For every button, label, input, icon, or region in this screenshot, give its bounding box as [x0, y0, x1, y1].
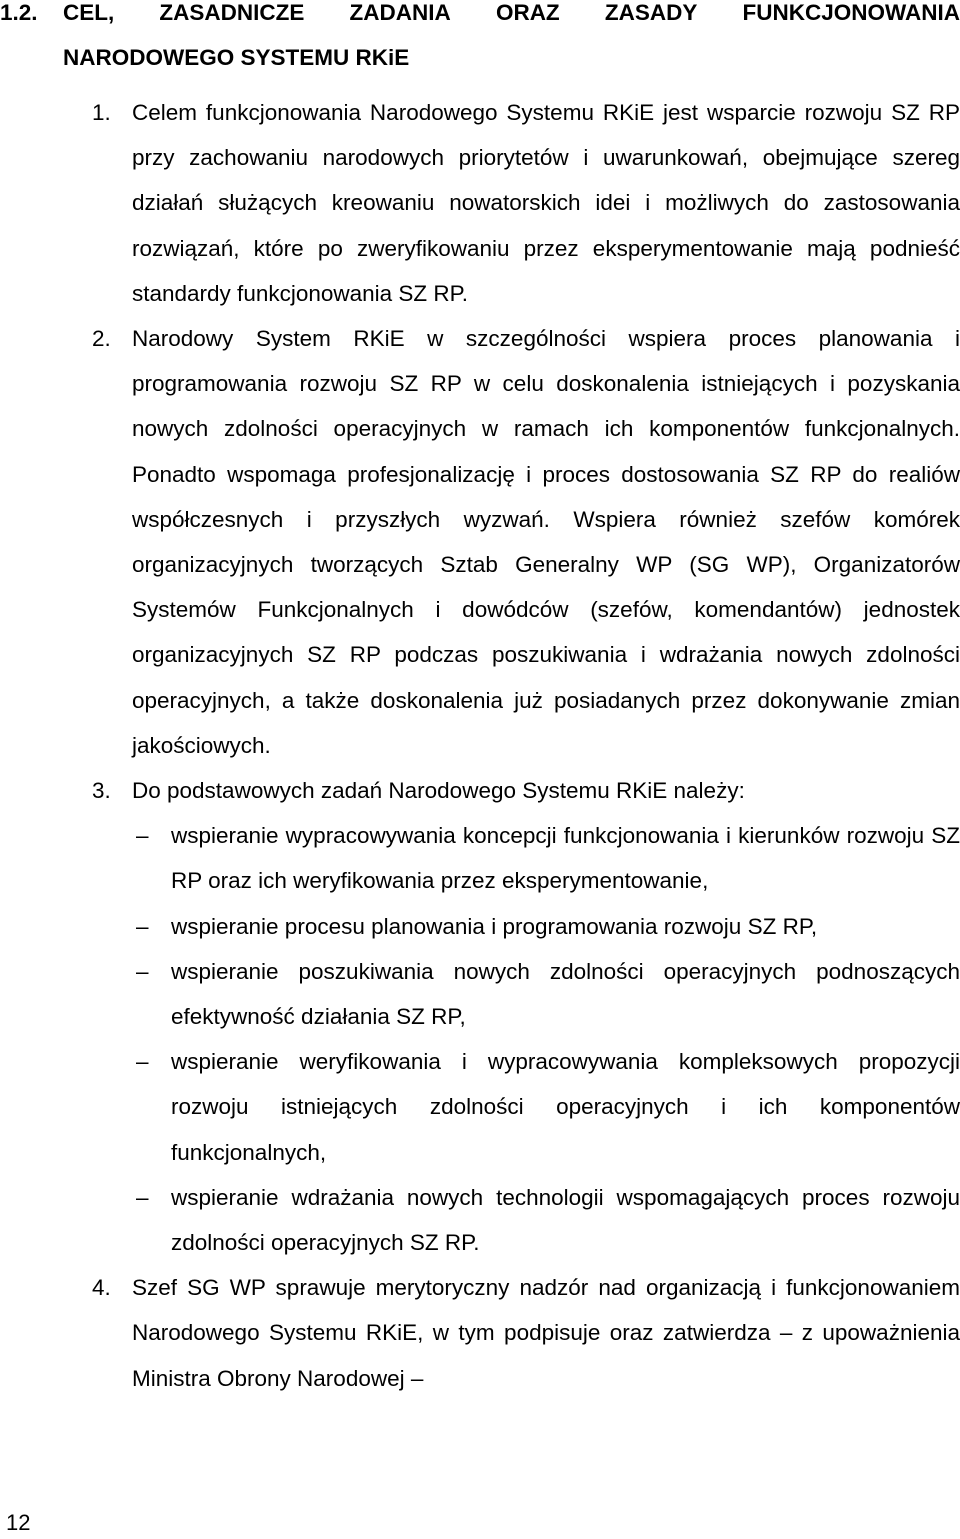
section-title-word: ZASADY [604, 0, 698, 25]
numbered-item-4 [0, 1265, 960, 1401]
section-title-word: ZASADNICZE [159, 0, 305, 25]
item-marker: 2. [92, 326, 111, 352]
section-heading [0, 0, 960, 80]
section-heading-line-1 [0, 0, 960, 35]
section-title-word: ORAZ [495, 0, 560, 25]
dash-list-item [132, 904, 960, 949]
section-title-word: FUNKCJONOWANIA [742, 0, 960, 25]
dash-list-text: wspieranie procesu planowania i programowania rozwoju SZ RP, [171, 913, 818, 939]
dash-bullet: – [136, 1184, 149, 1210]
item-text: Celem funkcjonowania Narodowego Systemu RKiE jest wsparcie rozwoju SZ RP przy zachowaniu narodowych priorytetów i uwarunkowań, obejmujące szereg działań służących kreowaniu nowatorskich idei i możliwych do zastosowania rozwiązań, które po zweryfikowaniu przez eksperymentowanie mają podnieść standardy funkcjonowania SZ RP. [132, 100, 960, 306]
item-text: Do podstawowych zadań Narodowego Systemu RKiE należy: [132, 778, 745, 804]
section-title-word: CEL, [63, 0, 115, 25]
document-body [0, 90, 960, 1401]
section-title-line-2: NARODOWEGO SYSTEMU RKiE [63, 45, 410, 70]
dash-bullet: – [136, 958, 149, 984]
dash-list-item [132, 1039, 960, 1175]
item-text: Narodowy System RKiE w szczególności wspiera proces planowania i programowania rozwoju SZ RP w celu doskonalenia istniejących i pozyskania nowych zdolności operacyjnych w ramach ich komponentów funkcjonalnych. Ponadto wspomaga profesjonalizację i proces dostosowania SZ RP do realiów współczesnych i przyszłych wyzwań. Wspiera również szefów komórek organizacyjnych tworzących Sztab Generalny WP (SG WP), Organizatorów Systemów Funkcjonalnych i dowódców (szefów, komendantów) jednostek organizacyjnych SZ RP podczas poszukiwania i wdrażania nowych zdolności operacyjnych, a także doskonalenia już posiadanych przez dokonywanie zmian jakościowych. [132, 326, 960, 758]
dash-bullet: – [136, 823, 149, 849]
dash-list-item [132, 1175, 960, 1265]
section-title-line-1 [63, 0, 960, 35]
section-title-word: ZADANIA [349, 0, 451, 25]
page-number: 12 [6, 1510, 31, 1535]
dash-list-text: wspieranie poszukiwania nowych zdolności operacyjnych podnoszących efektywność działania SZ RP, [171, 958, 960, 1030]
section-number: 1.2. [0, 0, 38, 25]
item-marker: 4. [92, 1275, 111, 1301]
dash-list-text: wspieranie wypracowywania koncepcji funkcjonowania i kierunków rozwoju SZ RP oraz ich weryfikowania przez eksperymentowanie, [171, 823, 960, 894]
dash-bullet: – [136, 1049, 149, 1075]
dash-list-text: wspieranie wdrażania nowych technologii wspomagających proces rozwoju zdolności operacyjnych SZ RP. [171, 1184, 960, 1256]
item-marker: 1. [92, 100, 111, 125]
numbered-item-2 [0, 316, 960, 768]
item-text: Szef SG WP sprawuje merytoryczny nadzór nad organizacją i funkcjonowaniem Narodowego Systemu RKiE, w tym podpisuje oraz zatwierdza – z upoważnienia Ministra Obrony Narodowej – [132, 1275, 960, 1391]
item-marker: 3. [92, 778, 111, 804]
numbered-item-1 [0, 90, 960, 316]
dash-bullet: – [136, 913, 149, 939]
dash-list-text: wspieranie weryfikowania i wypracowywania kompleksowych propozycji rozwoju istniejących zdolności operacyjnych i ich komponentów funkcjonalnych, [171, 1049, 960, 1165]
dash-list-item [132, 813, 960, 903]
dash-list-item [132, 949, 960, 1039]
numbered-item-3 [0, 768, 960, 1265]
